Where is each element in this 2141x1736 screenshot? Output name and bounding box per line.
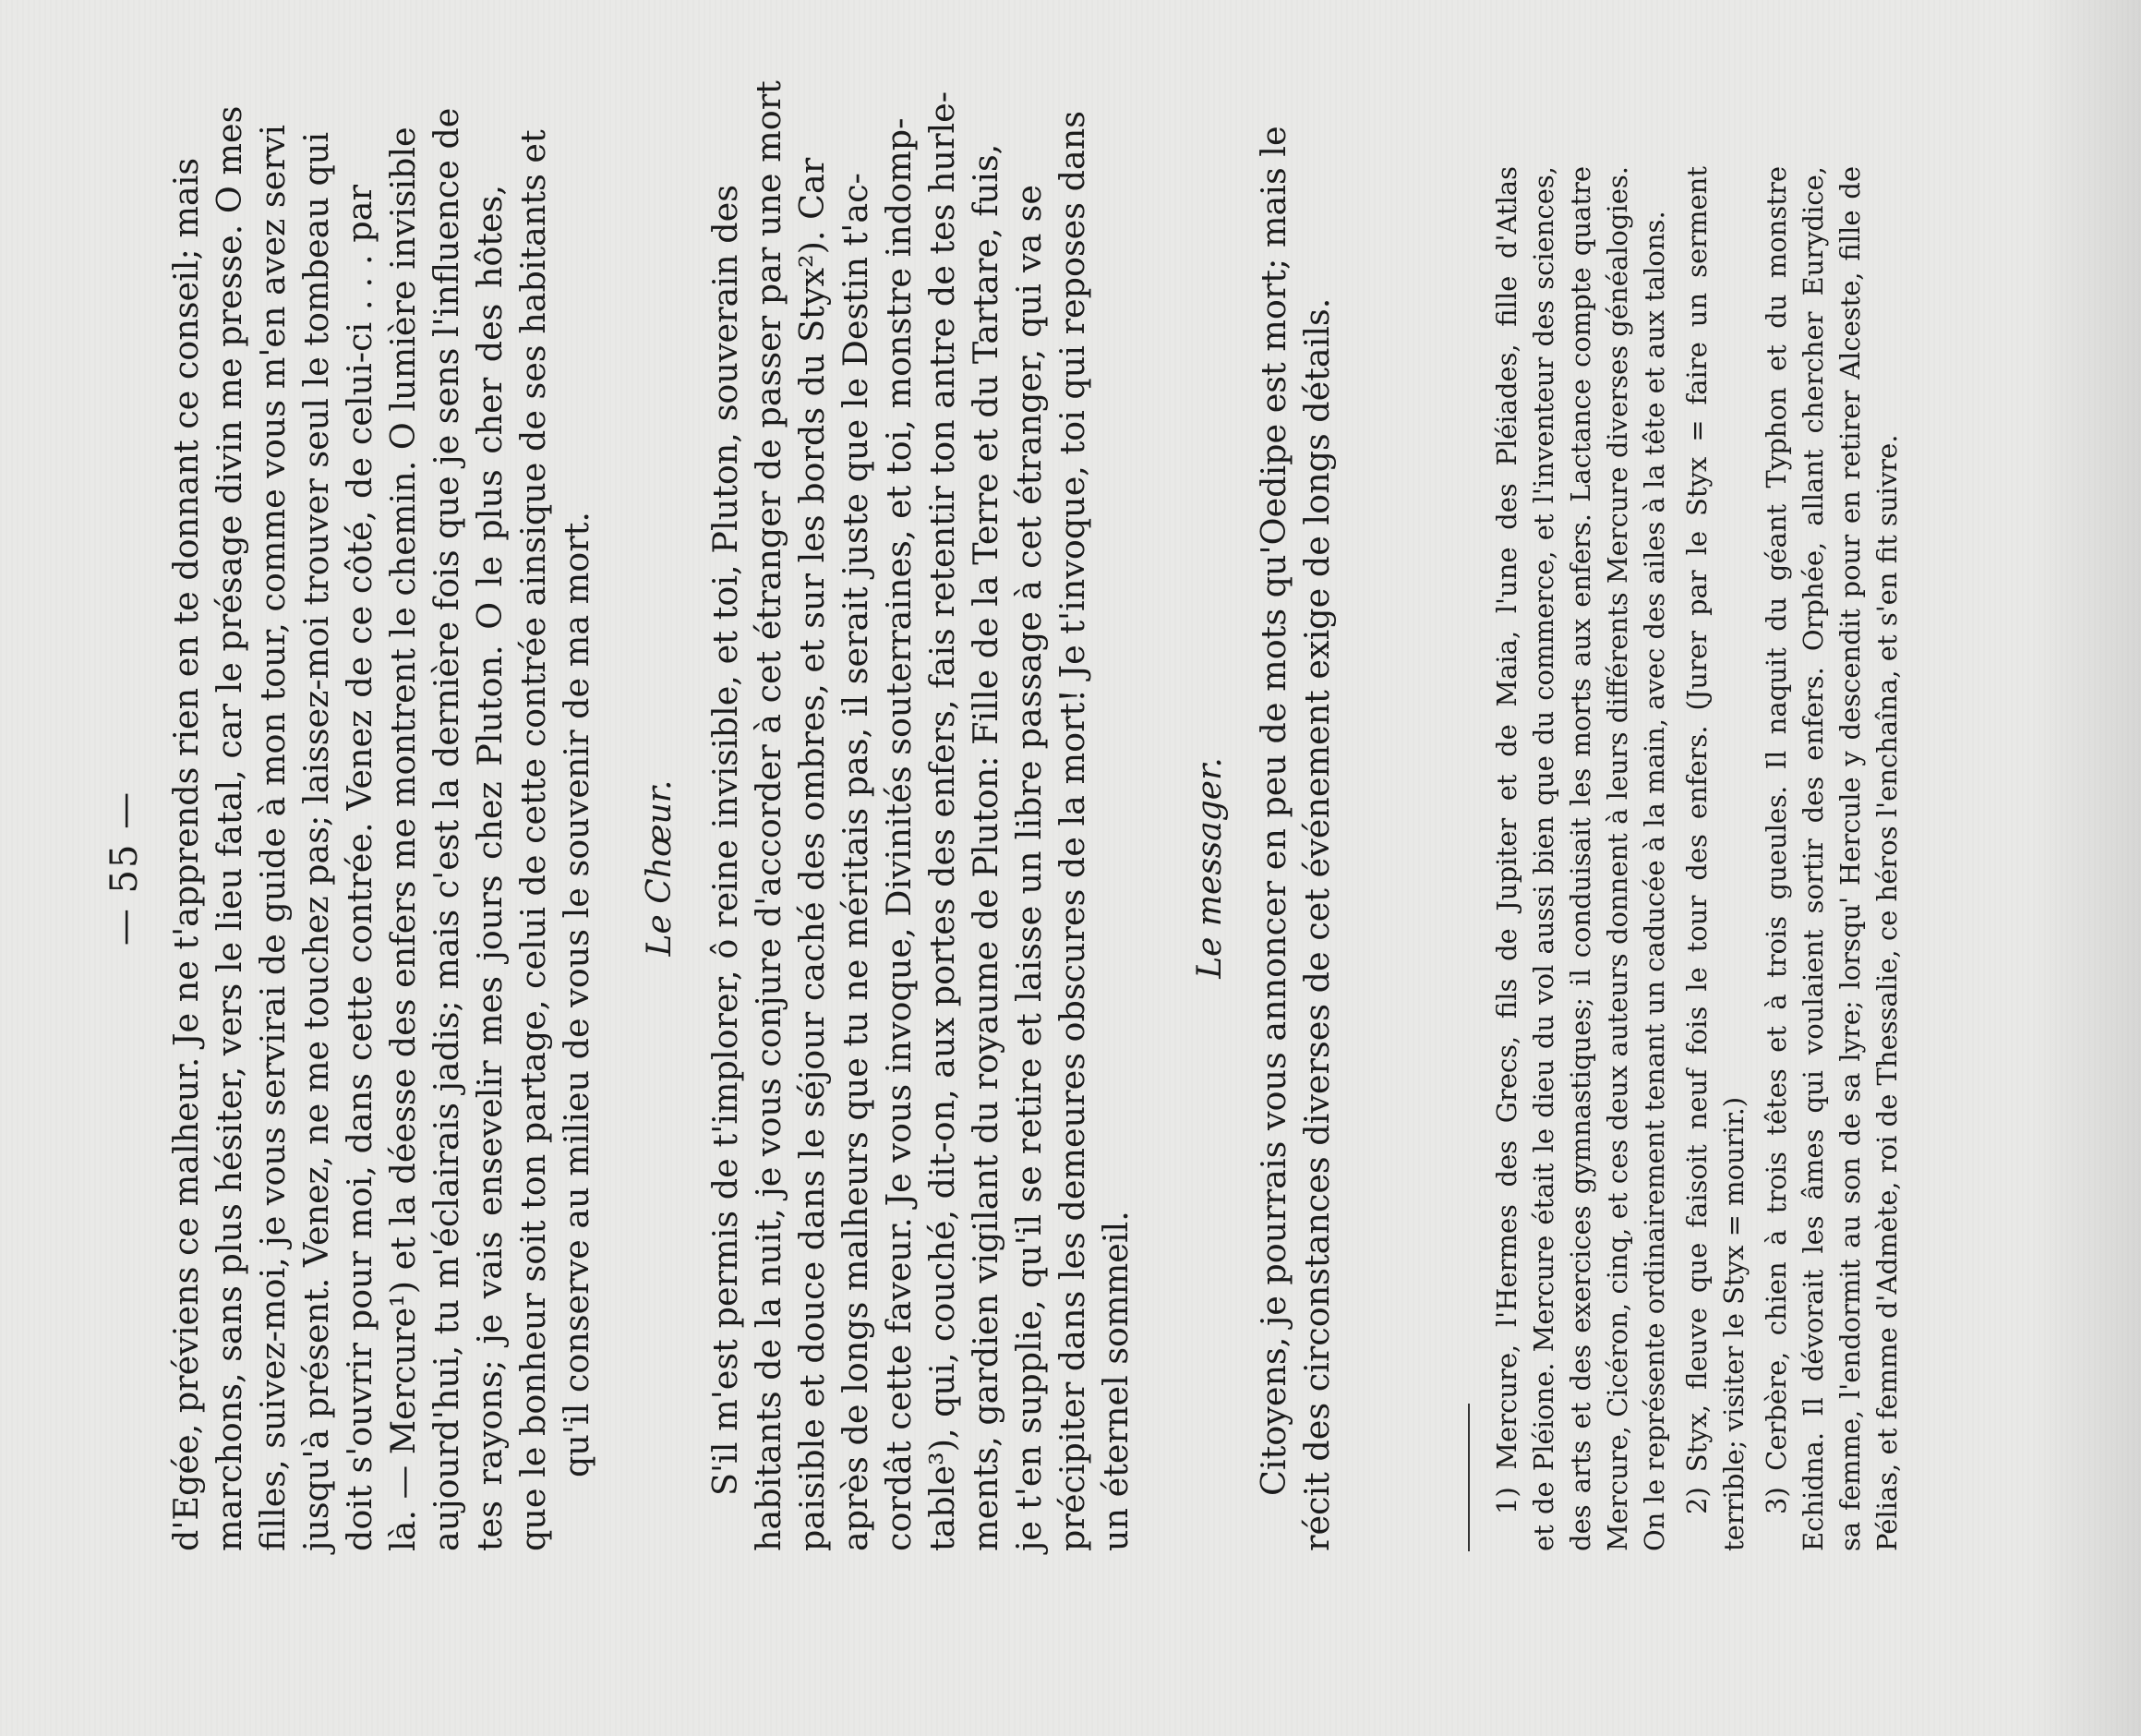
paragraph-oedipe: [164, 105, 598, 1551]
text-line: S'il m'est permis de t'implorer, ô reine invisible, et toi, Pluton, souverain des: [705, 185, 745, 1496]
text-line: précipiter dans les demeures obscures de la mort! Je t'invoque, toi qui reposes dans: [1052, 111, 1092, 1551]
paragraph-messager: [1252, 126, 1339, 1551]
text-line: aujourd'hui, tu m'éclairais jadis; mais c'est la dernière fois que je sens l'influence de: [427, 107, 466, 1551]
text-line: tes rayons; je vais ensevelir mes jours chez Pluton. O le plus cher des hôtes,: [470, 185, 510, 1551]
text-line: paisible et douce dans le séjour caché des ombres, et sur les bords du Styx²). Car: [792, 157, 832, 1551]
text-line: que le bonheur soit ton partage, celui de cette contrée ainsique de ses habitants et: [513, 129, 553, 1551]
text-line: jusqu'à présent. Venez, ne me touchez pas; laissez-moi trouver seul le tombeau qui: [296, 131, 336, 1551]
footnote-line: terrible; visiter le Styx = mourir.): [1718, 1096, 1750, 1551]
heading-le-choeur: Le Chœur.: [641, 779, 679, 957]
text-line: qu'il conserve au milieu de vous le souvenir de ma mort.: [557, 512, 596, 1477]
text-line: là. — Mercure¹) et la déesse des enfers me montrent le chemin. O lumière invisible: [383, 127, 423, 1551]
text-line: un éternel sommeil.: [1096, 1211, 1136, 1551]
footnote-line: 2) Styx, fleuve que faisoit neuf fois le tour des enfers. (Jurer par le Styx = faire un serment: [1681, 166, 1713, 1514]
footnote-line: Echidna. Il dévorait les âmes qui voulaient sortir des enfers. Orphée, allant chercher Eurydice,: [1798, 166, 1829, 1551]
text-line: après de longs malheurs que tu ne méritais pas, il serait juste que le Destin t'ac-: [836, 173, 875, 1551]
footnote-line: des arts et des exercices gymnastiques; il conduisait les morts aux enfers. Lactance compte quatre: [1565, 166, 1596, 1551]
footnote-line: sa femme, l'endormit au son de sa lyre; lorsqu' Hercule y descendit pour en retirer Alceste, fille de: [1834, 166, 1866, 1551]
text-line: Citoyens, je pourrais vous annoncer en peu de mots qu'Oedipe est mort; mais le: [1254, 126, 1293, 1496]
text-line: table³), qui, couché, dit-on, aux portes des enfers, fais retentir ton antre de tes hurle-: [922, 90, 962, 1551]
text-line: doit s'ouvrir pour moi, dans cette contrée. Venez de ce côté, de celui-ci . . . par: [340, 185, 379, 1551]
footnote-line: On le représente ordinairement tenant un caducée à la main, avec des ailes à la tête et aux talons.: [1639, 211, 1670, 1551]
text-line: ments, gardien vigilant du royaume de Pluton: Fille de la Terre et du Tartare, fuis,: [966, 143, 1005, 1551]
text-line: marchons, sans plus hésiter, vers le lieu fatal, car le présage divin me presse. O mes: [210, 105, 249, 1551]
footnote-line: 1) Mercure, l'Hermes des Grecs, fils de Jupiter et de Maia, l'une des Pléiades, fille d'Atlas: [1491, 166, 1522, 1514]
footnote-separator: [1468, 1404, 1470, 1551]
text-line: je t'en supplie, qu'il se retire et laisse un libre passage à cet étranger, qui va se: [1009, 185, 1049, 1551]
text-line: filles, suivez-moi, je vous servirai de guide à mon tour, comme vous m'en avez servi: [253, 125, 293, 1551]
footnote-mercure: [1488, 166, 1673, 1551]
text-line: récit des circonstances diverses de cet événement exige de longs détails.: [1297, 297, 1337, 1551]
paragraph-choeur: [704, 80, 1137, 1551]
heading-le-messager: Le messager.: [1191, 757, 1229, 979]
footnote-line: Pélias, et femme d'Admète, roi de Thessalie, ce héros l'enchaîna, et s'en fit suivre.: [1871, 434, 1903, 1551]
text-line: d'Egée, préviens ce malheur. Je ne t'apprends rien en te donnant ce conseil; mais: [166, 157, 206, 1551]
footnote-line: 3) Cerbère, chien à trois têtes et à trois gueules. Il naquit du géant Typhon et du monstre: [1761, 166, 1792, 1514]
text-line: habitants de la nuit, je vous conjure d'accorder à cet étranger de passer par une mort: [749, 80, 788, 1551]
footnote-cerbere: [1758, 166, 1906, 1551]
text-line: cordât cette faveur. Je vous invoque, Divinités souterraines, et toi, monstre indomp-: [879, 117, 919, 1551]
footnote-styx: [1678, 166, 1752, 1551]
footnote-line: Mercure, Cicéron, cinq, et ces deux auteurs donnent à leurs différents Mercure diverses généalogies.: [1602, 166, 1633, 1551]
page-number: — 55 —: [103, 790, 146, 946]
footnote-line: et de Pléione. Mercure était le dieu du vol aussi bien que du commerce, et l'inventeur des sciences,: [1528, 166, 1559, 1551]
